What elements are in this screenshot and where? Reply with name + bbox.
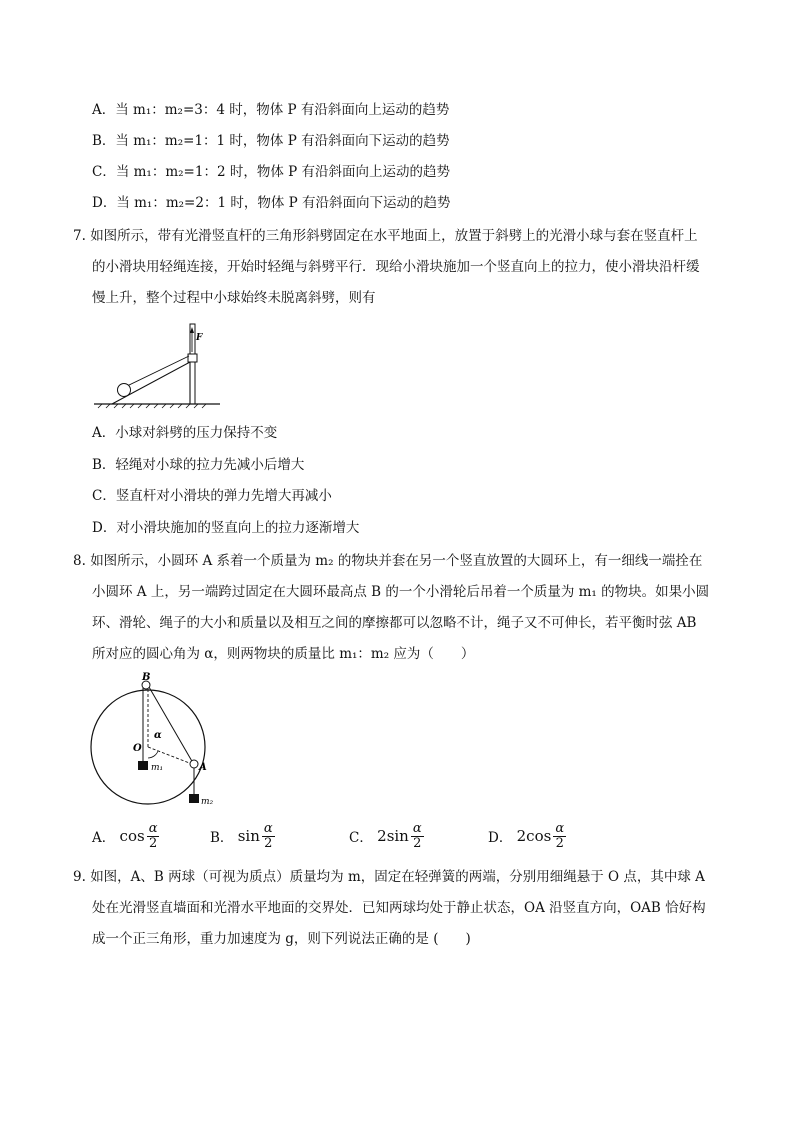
- q8-option-d-fn: cos: [526, 827, 552, 845]
- q8-option-a: [92, 818, 159, 854]
- q8-option-b-label: B．: [210, 830, 234, 846]
- q7-stem-line-3: 慢上升，整个过程中小球始终未脱离斜劈，则有: [92, 290, 376, 306]
- q7-number: 7.: [73, 228, 86, 244]
- q7-stem-line-2: 的小滑块用轻绳连接，开始时轻绳与斜劈平行．现给小滑块施加一个竖直向上的拉力，使小滑块沿杆缓: [92, 259, 700, 275]
- q7-option-a-label: A．: [92, 425, 116, 441]
- q7-option-b: [92, 455, 304, 475]
- q7-option-d: [92, 518, 359, 538]
- q8-label-m2: m₂: [201, 797, 214, 807]
- q9-text-1: 如图，A、B 两球（可视为质点）质量均为 m，固定在轻弹簧的两端，分别用细绳悬于 O 点，其中球 A: [90, 869, 705, 885]
- q6-option-a: [92, 100, 449, 120]
- q8-label-b: B: [142, 672, 151, 683]
- q8-option-b-fraction: [262, 822, 275, 851]
- q8-text-1: 如图所示，小圆环 A 系着一个质量为 m₂ 的物块并套在另一个竖直放置的大圆环上，有一细线一端拴在: [90, 553, 703, 569]
- q8-option-b-fn: sin: [237, 827, 260, 845]
- q7-option-b-text: 轻绳对小球的拉力先减小后增大: [115, 457, 305, 473]
- q6-option-b-label: B．: [92, 133, 116, 149]
- q6-option-c: [92, 162, 450, 182]
- q8-option-c-fraction: [411, 822, 424, 851]
- q7-option-c-label: C．: [92, 488, 116, 504]
- q7-option-d-text: 对小滑块施加的竖直向上的拉力逐渐增大: [116, 520, 360, 536]
- q8-option-d-num: α: [555, 820, 565, 836]
- q8-option-a-fn: cos: [119, 827, 145, 845]
- q7-option-a: [92, 423, 277, 443]
- q7-option-a-text: 小球对斜劈的压力保持不变: [115, 425, 278, 441]
- q9-stem-line-1: [73, 867, 705, 887]
- q9-stem-line-3: 成一个正三角形，重力加速度为 g，则下列说法正确的是 ( ): [92, 931, 471, 947]
- q8-label-o: O: [133, 743, 142, 754]
- q7-force-label: F: [196, 333, 203, 343]
- q8-mass-block-1: [138, 761, 148, 770]
- q7-option-b-label: B．: [92, 457, 116, 473]
- q7-text-1: 如图所示，带有光滑竖直杆的三角形斜劈固定在水平地面上，放置于斜劈上的光滑小球与套在竖直杆上: [90, 228, 698, 244]
- q8-stem-line-1: [73, 551, 702, 571]
- q7-slider-block: [188, 354, 197, 362]
- q8-number: 8.: [73, 553, 86, 569]
- q7-option-c: [92, 486, 332, 506]
- q6-option-d-label: D．: [92, 195, 117, 211]
- q6-option-a-text: 当 m₁：m₂=3：4 时，物体 P 有沿斜面向上运动的趋势: [115, 102, 450, 118]
- q6-option-a-label: A．: [92, 102, 116, 118]
- q6-option-b-text: 当 m₁：m₂=1：1 时，物体 P 有沿斜面向下运动的趋势: [115, 133, 450, 149]
- q6-option-c-text: 当 m₁：m₂=1：2 时，物体 P 有沿斜面向上运动的趋势: [115, 164, 451, 180]
- q8-option-b: [210, 818, 275, 854]
- q8-stem-line-2: 小圆环 A 上，另一端跨过固定在大圆环最高点 B 的一个小滑轮后吊着一个质量为 m₁ 的物块。如果小圆: [92, 584, 710, 600]
- q8-option-a-den: 2: [148, 835, 158, 851]
- q8-option-c: [349, 818, 424, 854]
- q8-option-d-coef: 2: [516, 827, 527, 845]
- q8-option-c-label: C．: [349, 830, 373, 846]
- q8-option-b-den: 2: [264, 835, 273, 851]
- q8-label-a: A: [199, 762, 207, 773]
- q8-label-alpha: α: [154, 730, 162, 741]
- q8-option-d-den: 2: [555, 835, 564, 851]
- q6-option-c-label: C．: [92, 164, 116, 180]
- q7-figure: [92, 318, 222, 410]
- q7-ball: [118, 384, 131, 397]
- q7-option-c-text: 竖直杆对小滑块的弹力先增大再减小: [115, 488, 332, 504]
- q8-option-d-label: D．: [488, 830, 513, 846]
- q8-option-d: [488, 818, 566, 854]
- q6-option-d-text: 当 m₁：m₂=2：1 时，物体 P 有沿斜面向下运动的趋势: [116, 195, 451, 211]
- q8-option-c-fn: sin: [386, 827, 409, 845]
- q6-option-d: [92, 193, 451, 213]
- q9-stem-line-2: 处在光滑竖直墙面和光滑水平地面的交界处．已知两球均处于静止状态，OA 沿竖直方向，OAB 恰好构: [92, 900, 706, 916]
- q8-option-a-num: α: [148, 820, 158, 836]
- q8-option-c-num: α: [412, 820, 422, 836]
- q8-option-b-num: α: [263, 820, 273, 836]
- q7-option-d-label: D．: [92, 520, 117, 536]
- q9-number: 9.: [73, 869, 86, 885]
- q8-label-m1: m₁: [151, 763, 164, 773]
- q8-mass-block-2: [189, 794, 199, 803]
- q8-option-a-label: A．: [92, 830, 116, 846]
- q6-option-b: [92, 131, 450, 151]
- q8-option-c-coef: 2: [377, 827, 387, 845]
- q8-ring-a: [190, 760, 198, 768]
- q8-option-d-fraction: [553, 822, 566, 851]
- q8-stem-line-3: 环、滑轮、绳子的大小和质量以及相互之间的摩擦都可以忽略不计，绳子又不可伸长，若平衡时弦 AB: [92, 615, 697, 631]
- q8-option-c-den: 2: [413, 835, 422, 851]
- q8-stem-line-4: 所对应的圆心角为 α，则两物块的质量比 m₁：m₂ 应为（ ）: [92, 646, 475, 662]
- q7-stem-line-1: [73, 226, 698, 246]
- q8-option-a-fraction: [147, 822, 160, 851]
- q8-figure: [88, 670, 228, 812]
